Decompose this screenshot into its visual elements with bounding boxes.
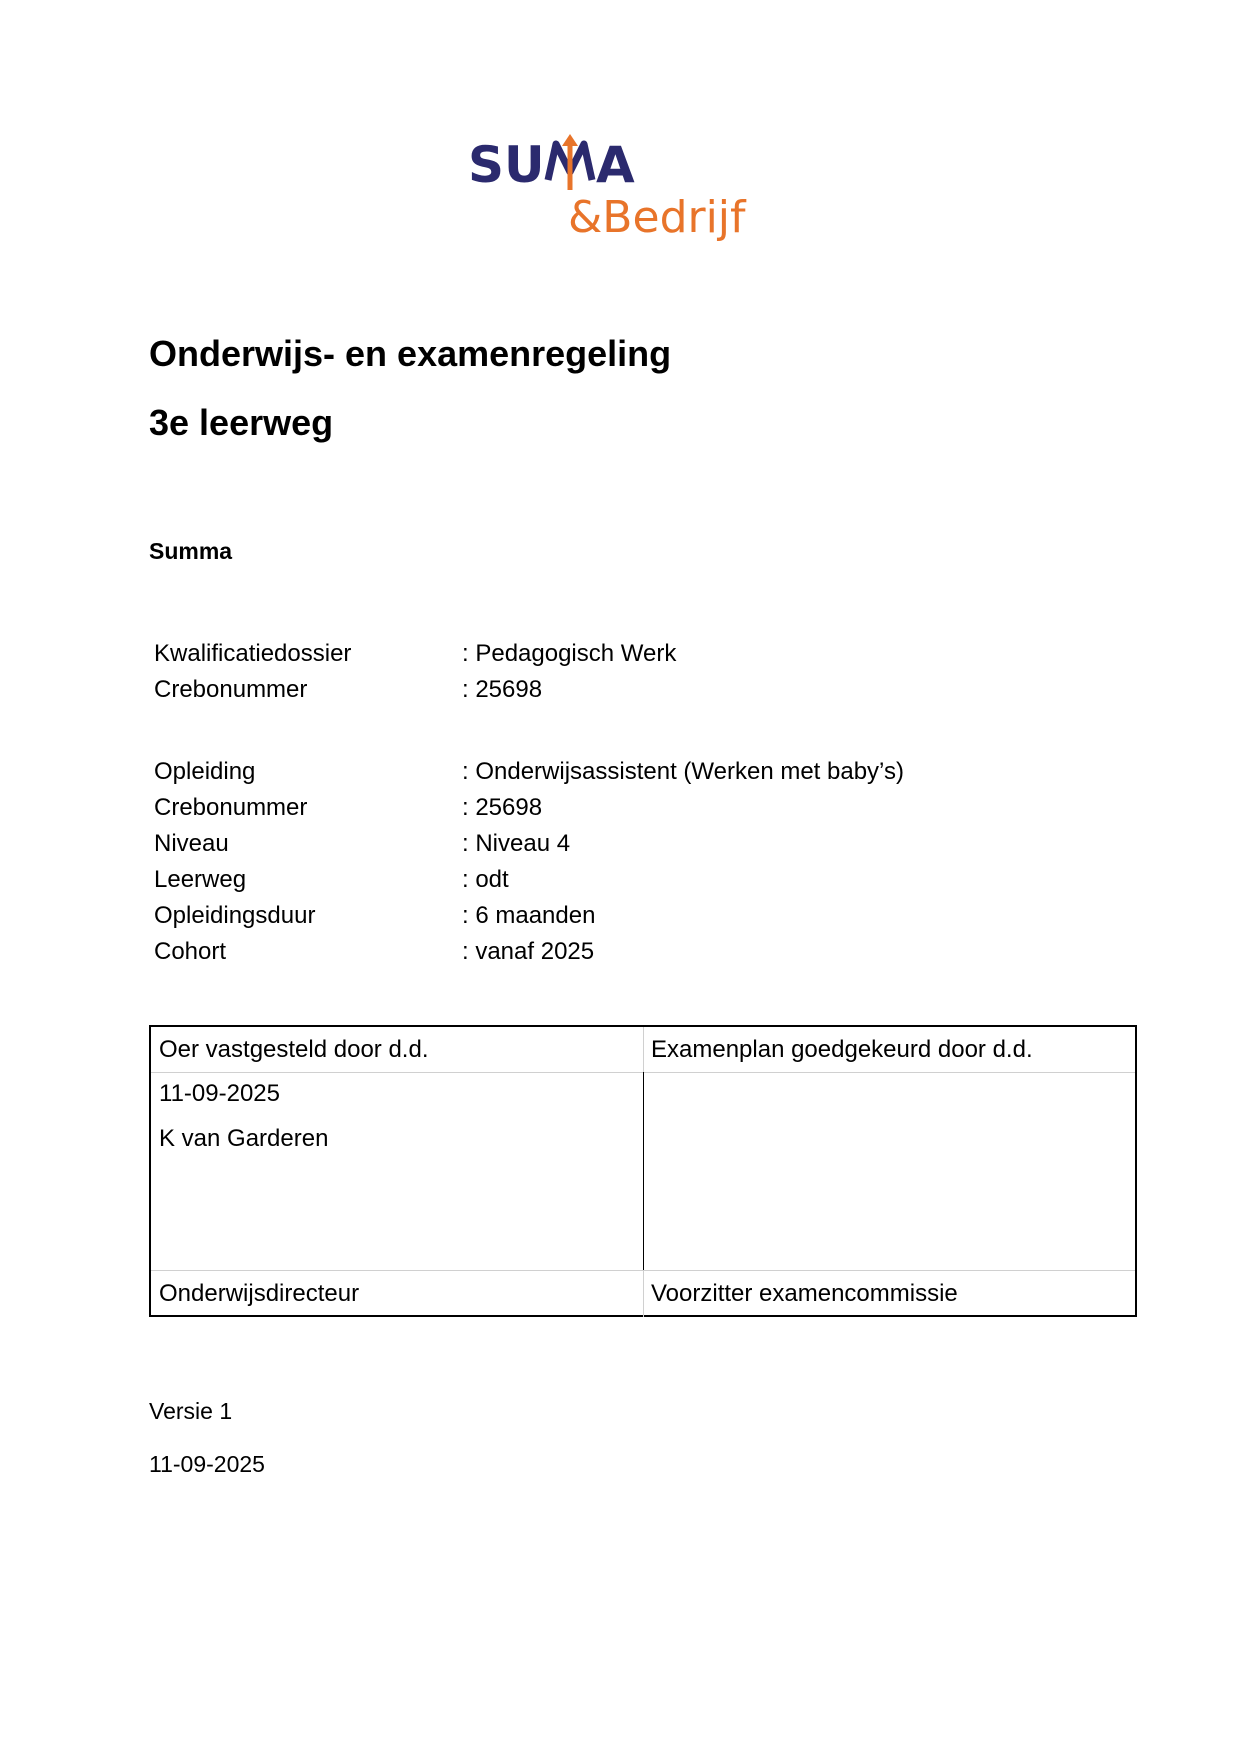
oer-date-cell: 11-09-2025 [159, 1080, 280, 1107]
info-label: Leerweg [154, 866, 247, 893]
svg-text:SU: SU [468, 136, 545, 194]
info-value: : vanaf 2025 [462, 938, 595, 965]
table-divider [643, 1072, 644, 1270]
info-value: : 6 maanden [462, 902, 596, 929]
info-label: Niveau [154, 830, 229, 857]
info-label: Kwalificatiedossier [154, 640, 352, 667]
info-label: Crebonummer [154, 794, 308, 821]
onderwijsdirecteur-cell: Onderwijsdirecteur [159, 1280, 360, 1307]
document-title: Onderwijs- en examenregeling [149, 333, 672, 374]
info-value: : Pedagogisch Werk [462, 640, 677, 667]
table-divider [643, 1270, 644, 1317]
info-value: : 25698 [462, 794, 543, 821]
oer-header-cell: Oer vastgesteld door d.d. [159, 1036, 429, 1063]
voorzitter-cell: Voorzitter examencommissie [651, 1280, 958, 1307]
info-label: Opleidingsduur [154, 902, 316, 929]
svg-text:&Bedrijf: &Bedrijf [568, 192, 746, 243]
info-value: : 25698 [462, 676, 543, 703]
svg-text:A: A [596, 136, 635, 194]
document-subtitle: 3e leerweg [149, 402, 334, 443]
signature-table [149, 1025, 1137, 1317]
oer-signer-name: K van Garderen [159, 1125, 329, 1152]
version-date: 11-09-2025 [149, 1451, 265, 1477]
info-label: Opleiding [154, 758, 256, 785]
info-value: : Niveau 4 [462, 830, 571, 857]
info-value: : Onderwijsassistent (Werken met baby’s) [462, 758, 904, 785]
organization-name: Summa [149, 538, 233, 564]
summa-bedrijf-logo [468, 132, 758, 244]
info-label: Crebonummer [154, 676, 308, 703]
table-divider [643, 1027, 644, 1072]
version-label: Versie 1 [149, 1398, 233, 1424]
examenplan-header-cell: Examenplan goedgekeurd door d.d. [651, 1036, 1033, 1063]
info-label: Cohort [154, 938, 227, 965]
arrow-m-icon [548, 134, 592, 190]
info-value: : odt [462, 866, 509, 893]
